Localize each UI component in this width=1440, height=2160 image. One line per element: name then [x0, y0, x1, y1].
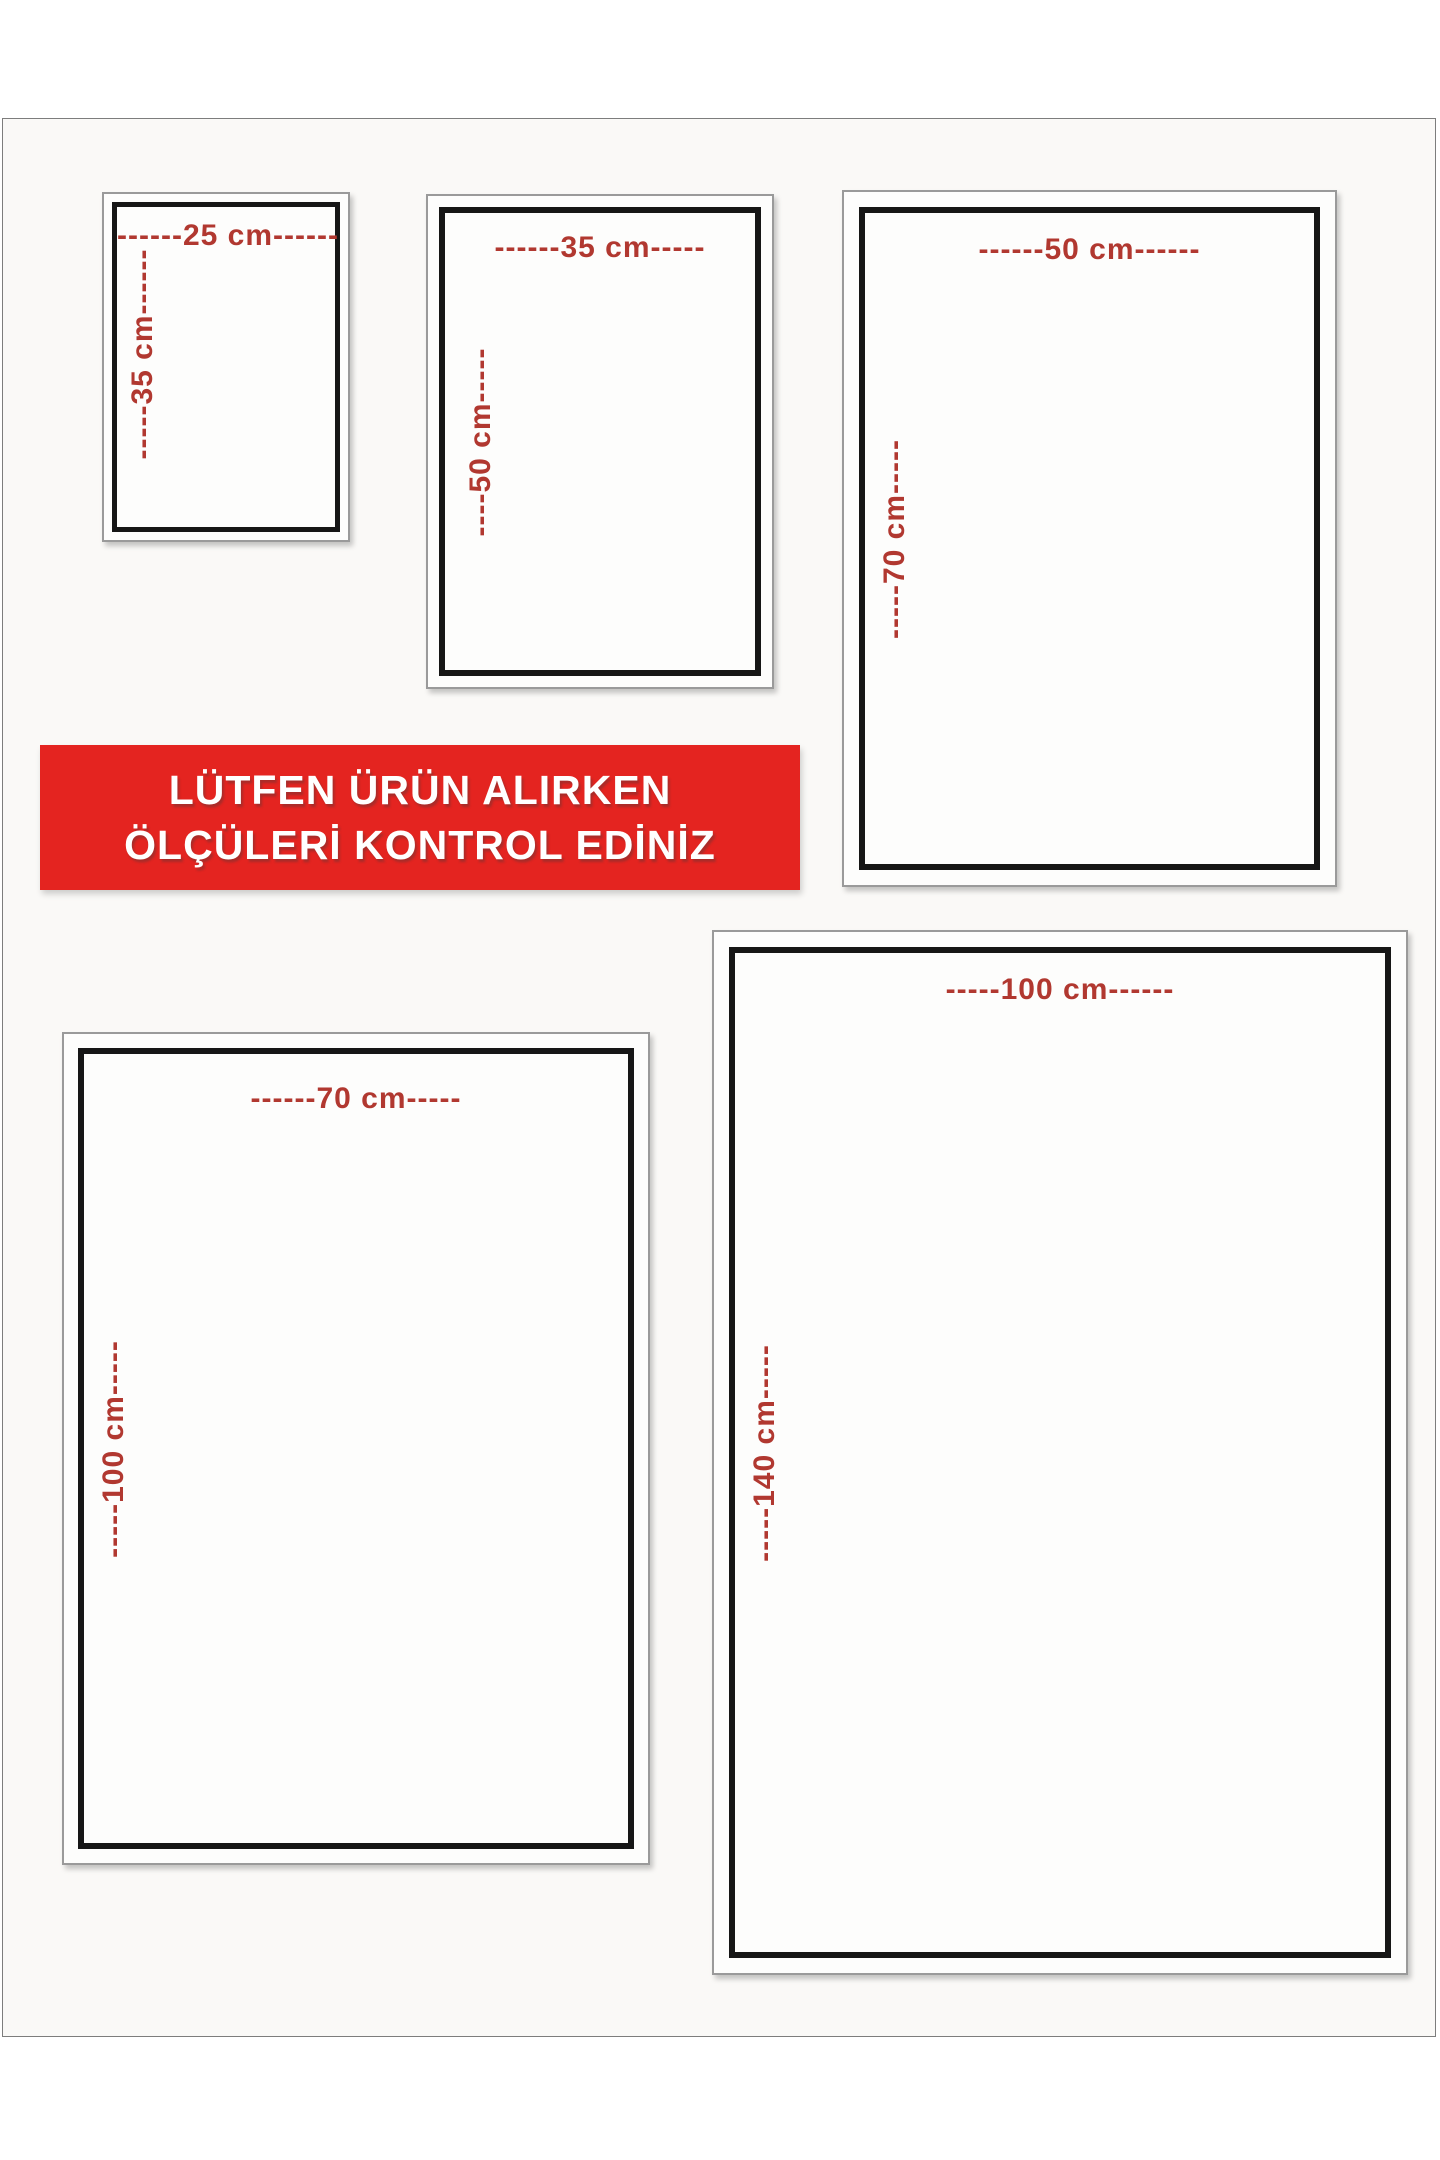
height-dimension-label: -----35 cm------: [126, 248, 159, 460]
notice-line-2: ÖLÇÜLERİ KONTROL EDİNİZ: [124, 821, 716, 868]
size-frame-35x50: [426, 194, 774, 689]
notice-line-1: LÜTFEN ÜRÜN ALIRKEN: [168, 767, 672, 814]
height-dimension-label: ----50 cm-----: [464, 347, 497, 536]
size-frame-100x140: [712, 930, 1408, 1975]
frame-inner-border: [439, 207, 761, 676]
size-frame-25x35: [102, 192, 350, 542]
frame-inner-border: [729, 947, 1391, 1958]
width-dimension-label: ------50 cm------: [978, 233, 1201, 266]
height-dimension-label: -----140 cm-----: [748, 1343, 781, 1562]
frame-inner-border: [859, 207, 1320, 870]
notice-banner: [40, 745, 800, 890]
width-dimension-label: ------25 cm------: [117, 219, 339, 252]
frame-inner-border: [112, 202, 340, 532]
height-dimension-label: -----70 cm-----: [878, 438, 911, 639]
height-dimension-label: -----100 cm-----: [97, 1339, 130, 1558]
width-dimension-label: ------70 cm-----: [250, 1082, 462, 1115]
frame-inner-border: [78, 1048, 634, 1849]
size-frame-70x100: [62, 1032, 650, 1865]
width-dimension-label: ------35 cm-----: [494, 231, 706, 264]
width-dimension-label: -----100 cm------: [945, 973, 1175, 1006]
size-frame-50x70: [842, 190, 1337, 887]
